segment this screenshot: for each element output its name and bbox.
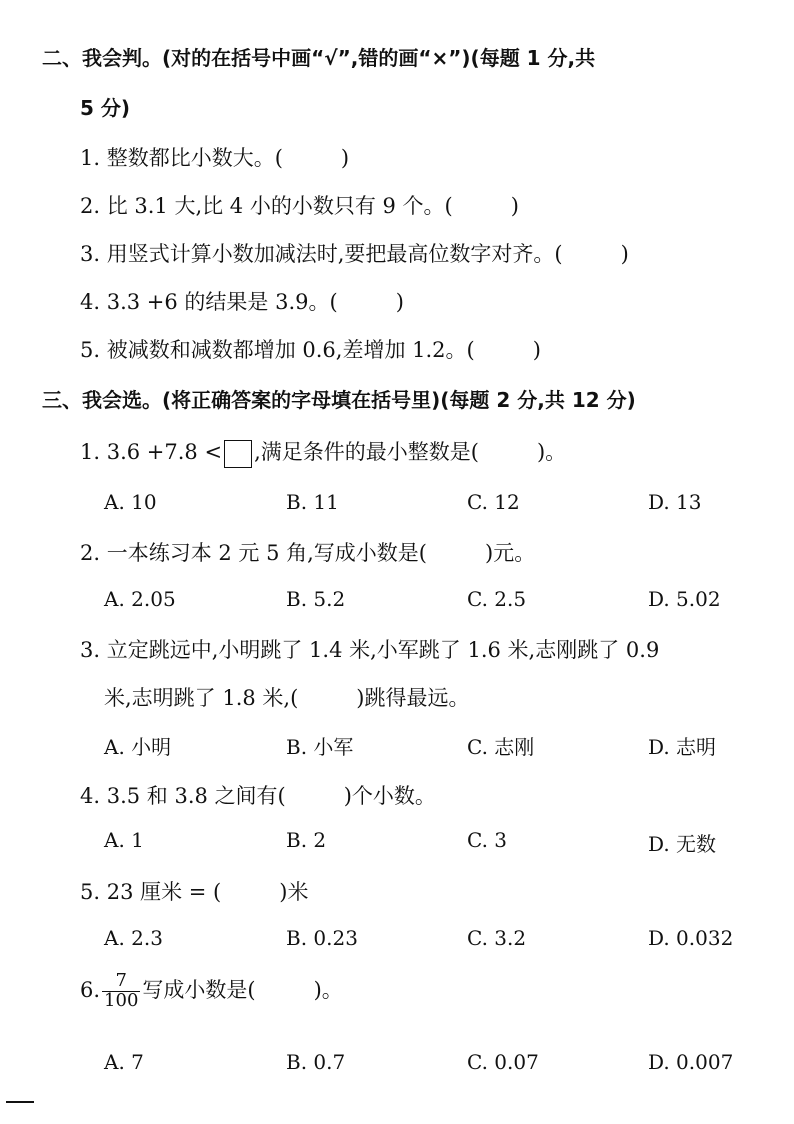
page-edge-mark (6, 1101, 34, 1103)
question-3-close: )跳得最远。 (356, 686, 470, 710)
judge-item-1 (80, 142, 349, 172)
q6-option-d[interactable]: D. 0.007 (648, 1050, 734, 1074)
judge-item-5-close: ) (532, 338, 541, 362)
q2-option-c[interactable]: C. 2.5 (467, 587, 527, 611)
judge-item-1-text: 1. 整数都比小数大。( (80, 146, 283, 170)
judge-item-1-close: ) (340, 146, 350, 170)
judge-item-3 (80, 238, 629, 268)
q5-option-d[interactable]: D. 0.032 (648, 926, 734, 950)
question-2-text: 2. 一本练习本 2 元 5 角,写成小数是( (80, 541, 428, 565)
question-2-close: )元。 (485, 541, 536, 565)
q4-option-c[interactable]: C. 3 (467, 828, 508, 852)
question-4-text: 4. 3.5 和 3.8 之间有( (80, 784, 286, 808)
judge-item-2-close: ) (510, 194, 519, 218)
question-6-text: 写成小数是( (142, 977, 256, 1002)
q4-option-d[interactable]: D. 无数 (648, 832, 717, 856)
q1-option-c[interactable]: C. 12 (467, 490, 520, 514)
judge-item-3-close: ) (620, 242, 629, 266)
choice-question-4 (80, 780, 436, 810)
question-5-text: 5. 23 厘米 = ( (80, 880, 222, 904)
section2-heading-line1: 二、我会判。(对的在括号中画“√”,错的画“×”)(每题 1 分,共 (42, 46, 596, 70)
section2-heading-line2: 5 分) (80, 96, 131, 120)
q3-option-d[interactable]: D. 志明 (648, 735, 717, 759)
judge-item-4-close: ) (395, 290, 404, 314)
choice-question-2 (80, 537, 535, 567)
answer-box[interactable] (224, 440, 252, 468)
choice-question-3-line1: 3. 立定跳远中,小明跳了 1.4 米,小军跳了 1.6 米,志刚跳了 0.9 (80, 638, 660, 662)
judge-item-4 (80, 286, 404, 316)
q3-option-b[interactable]: B. 小军 (286, 735, 354, 759)
question-6-close: )。 (313, 977, 343, 1002)
question-1-text: 1. 3.6 +7.8 < (80, 440, 223, 464)
q3-option-a[interactable]: A. 小明 (104, 735, 172, 759)
q4-option-b[interactable]: B. 2 (286, 828, 327, 852)
q5-option-b[interactable]: B. 0.23 (286, 926, 358, 950)
q2-option-d[interactable]: D. 5.02 (648, 587, 721, 611)
question-3-text: 米,志明跳了 1.8 米,( (104, 686, 299, 710)
question-1-middle: ,满足条件的最小整数是( (254, 440, 479, 464)
fraction-numerator: 7 (115, 970, 127, 991)
judge-item-5 (80, 334, 541, 364)
q1-option-d[interactable]: D. 13 (648, 490, 702, 514)
judge-item-2 (80, 190, 519, 220)
q3-option-c[interactable]: C. 志刚 (467, 735, 535, 759)
q6-option-a[interactable]: A. 7 (104, 1050, 144, 1074)
question-5-close: )米 (279, 880, 309, 904)
fraction-denominator: 100 (104, 989, 139, 1011)
choice-question-1 (80, 436, 566, 468)
q5-option-a[interactable]: A. 2.3 (104, 926, 163, 950)
q6-option-c[interactable]: C. 0.07 (467, 1050, 539, 1074)
q1-option-a[interactable]: A. 10 (104, 490, 157, 514)
question-6-number: 6. (80, 977, 101, 1002)
question-1-close: )。 (536, 440, 567, 464)
q5-option-c[interactable]: C. 3.2 (467, 926, 527, 950)
choice-question-5 (80, 876, 308, 906)
judge-item-3-text: 3. 用竖式计算小数加减法时,要把最高位数字对齐。( (80, 242, 563, 266)
section3-heading: 三、我会选。(将正确答案的字母填在括号里)(每题 2 分,共 12 分) (42, 388, 636, 412)
judge-item-4-text: 4. 3.3 +6 的结果是 3.9。( (80, 290, 338, 314)
q4-option-a[interactable]: A. 1 (104, 828, 144, 852)
question-4-close: )个小数。 (343, 784, 436, 808)
judge-item-5-text: 5. 被减数和减数都增加 0.6,差增加 1.2。( (80, 338, 475, 362)
choice-question-6 (80, 972, 343, 1011)
q2-option-a[interactable]: A. 2.05 (104, 587, 176, 611)
q1-option-b[interactable]: B. 11 (286, 490, 339, 514)
choice-question-3-line2 (104, 682, 470, 712)
judge-item-2-text: 2. 比 3.1 大,比 4 小的小数只有 9 个。( (80, 194, 453, 218)
q2-option-b[interactable]: B. 5.2 (286, 587, 346, 611)
q6-option-b[interactable]: B. 0.7 (286, 1050, 346, 1074)
fraction (102, 972, 140, 1011)
